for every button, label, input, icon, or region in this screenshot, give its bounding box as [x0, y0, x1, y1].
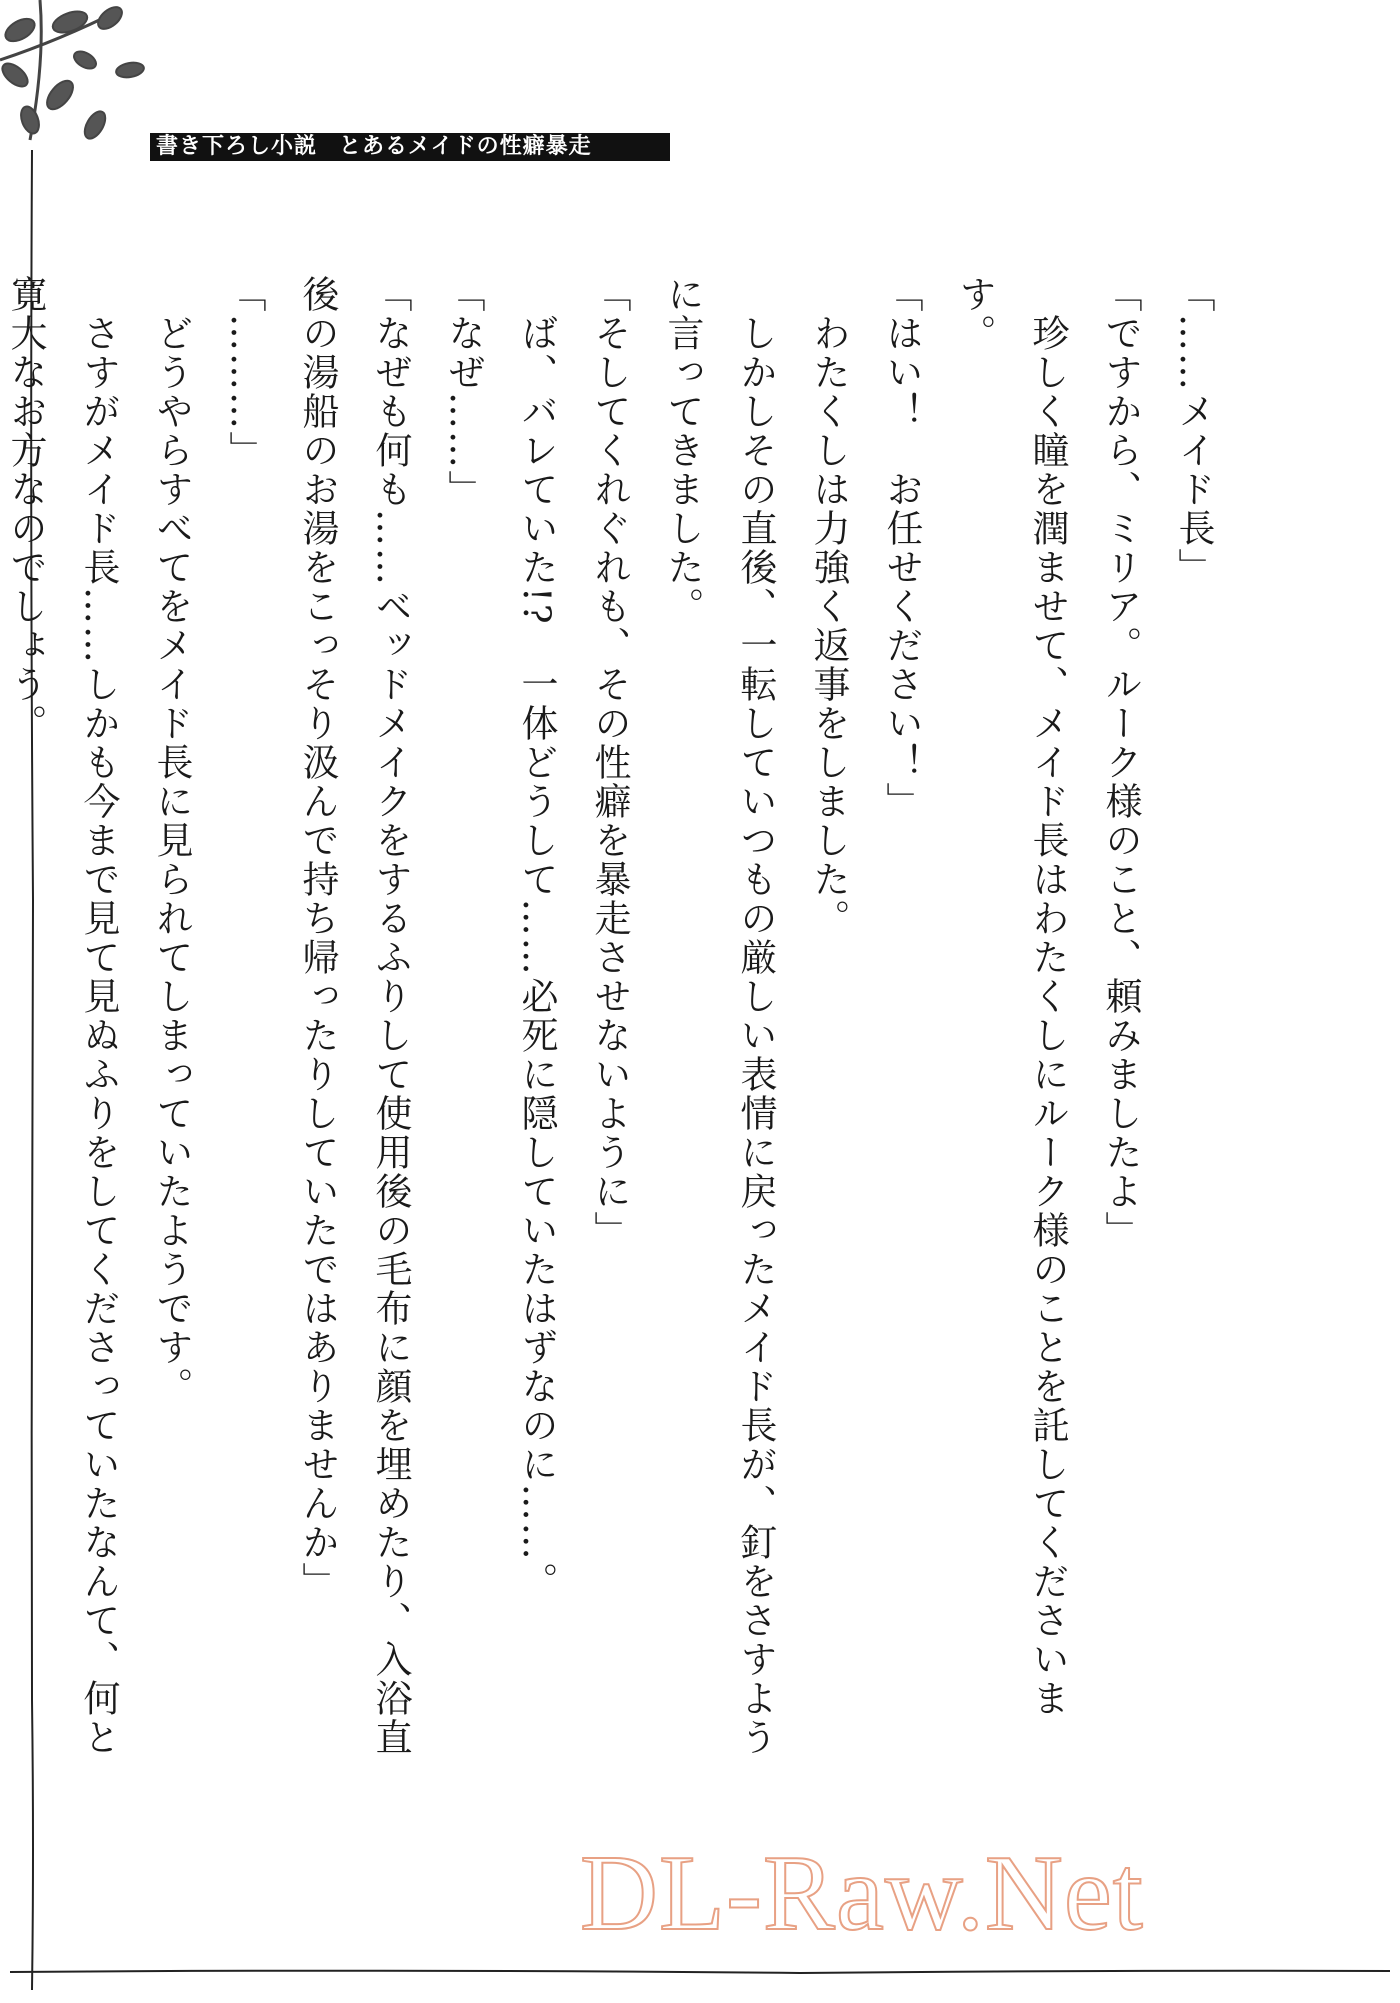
text-line: わたくしは力強く返事をしました。	[807, 275, 850, 938]
text-line: 「なぜも何も……ベッドメイクをするふりして使用後の毛布に顔を埋めたり、入浴直後の湯船のお湯をこっそり汲んで持ち帰ったりしていたではありませんか」	[296, 275, 412, 1757]
bottom-border-line	[10, 1971, 1390, 1973]
text-line: どうやらすべてをメイド長に見られてしまっていたようです。	[150, 275, 193, 1406]
novel-body-text	[4, 275, 1230, 1775]
text-line: 「ですから、ミリア。ルーク様のこと、頼みましたよ」	[1099, 275, 1142, 1250]
text-line: 「………」	[223, 275, 266, 470]
section-label: 書き下ろし小説	[156, 134, 318, 159]
section-header	[150, 133, 670, 161]
text-line: しかしその直後、一転していつもの厳しい表情に戻ったメイド長が、釘をさすように言ってきました。	[661, 275, 777, 1757]
text-line: さすがメイド長……しかも今まで見て見ぬふりをしてくださっていたなんて、何と寛大なお方なのでしょう。	[4, 275, 120, 1757]
text-line: 「なぜ……」	[442, 275, 485, 509]
text-line: 「……メイド長」	[1172, 275, 1215, 587]
watermark-text: DL-Raw.Net	[580, 1834, 1144, 1953]
text-line: ば、バレていた!? 一体どうして……必死に隠していたはずなのに……。	[515, 275, 558, 1601]
section-title: とあるメイドの性癖暴走	[339, 134, 592, 159]
leaf-vine-icon	[0, 0, 145, 142]
text-line: 「そしてくれぐれも、その性癖を暴走させないように」	[588, 275, 631, 1250]
text-line: 「はい！ お任せください！」	[880, 275, 923, 821]
text-line: 珍しく瞳を潤ませて、メイド長はわたくしにルーク様のことを託してくださいます。	[953, 275, 1069, 1718]
